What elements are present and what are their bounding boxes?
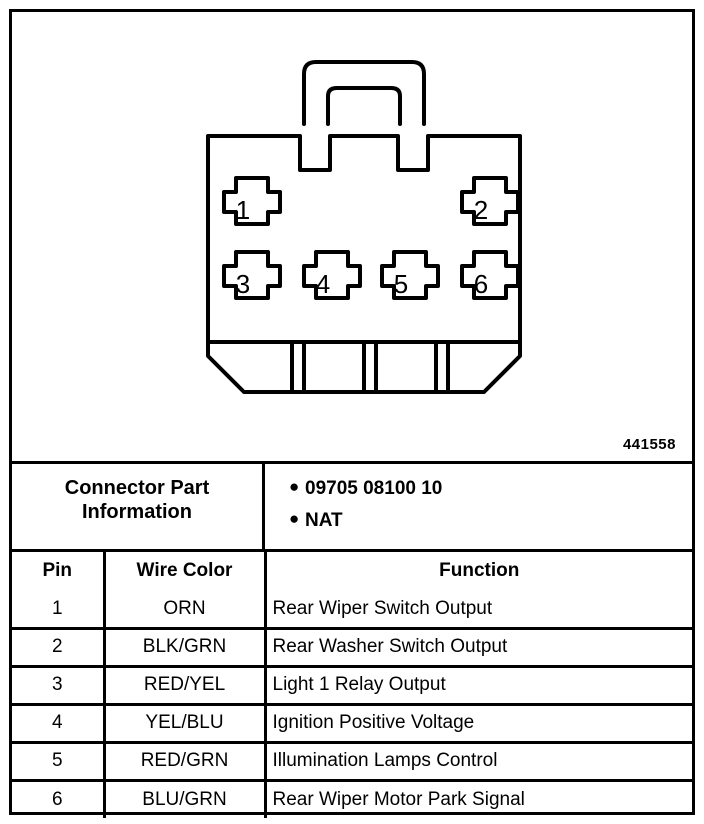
- table-row: [12, 742, 692, 780]
- connector-diagram-area: [12, 12, 692, 464]
- cell-pin: 3: [12, 666, 104, 704]
- part-number-row: [289, 476, 692, 502]
- cell-function: Illumination Lamps Control: [265, 742, 692, 780]
- bullet-icon: ●: [289, 477, 300, 496]
- pin-number-2: 2: [473, 195, 489, 225]
- part-information-values: [265, 464, 692, 549]
- pin-number-6: 6: [473, 269, 489, 299]
- table-row: [12, 704, 692, 742]
- table-row: [12, 628, 692, 666]
- table-row: [12, 780, 692, 818]
- column-header-pin: Pin: [12, 552, 104, 590]
- cell-function: Rear Wiper Switch Output: [265, 590, 692, 628]
- cell-wire-color: BLU/GRN: [104, 780, 265, 818]
- cell-pin: 2: [12, 628, 104, 666]
- cell-pin: 1: [12, 590, 104, 628]
- connector-part-information: [12, 464, 692, 552]
- connector-illustration: [12, 12, 692, 458]
- part-information-label-line1: Connector Part: [64, 477, 210, 499]
- part-number-value: 09705 08100 10: [305, 478, 443, 499]
- cell-function: Rear Washer Switch Output: [265, 628, 692, 666]
- pin-number-3: 3: [235, 269, 251, 299]
- bullet-icon: ●: [289, 508, 300, 528]
- pin-number-5: 5: [393, 269, 409, 299]
- cell-pin: 4: [12, 704, 104, 742]
- figure-frame: [9, 9, 695, 815]
- cell-pin: 6: [12, 780, 104, 818]
- cell-wire-color: BLK/GRN: [104, 628, 265, 666]
- column-header-function: Function: [439, 560, 520, 582]
- cell-wire-color: YEL/BLU: [104, 704, 265, 742]
- table-row: [12, 666, 692, 704]
- cell-function: Ignition Positive Voltage: [265, 704, 692, 742]
- pin-assignment-table: [12, 552, 692, 818]
- figure-reference-number: 441558: [622, 436, 676, 453]
- table-row: [12, 590, 692, 628]
- cell-function: Rear Wiper Motor Park Signal: [272, 789, 525, 811]
- part-information-label-line2: Information: [82, 501, 192, 524]
- cell-wire-color: RED/YEL: [104, 666, 265, 704]
- pin-number-4: 4: [315, 269, 331, 299]
- part-origin-value: NAT: [305, 509, 343, 531]
- part-information-label: [12, 464, 265, 549]
- part-origin-row: [289, 508, 692, 534]
- cell-function: Light 1 Relay Output: [265, 666, 692, 704]
- cell-pin: 5: [12, 742, 104, 780]
- cell-wire-color: RED/GRN: [104, 742, 265, 780]
- pin-number-1: 1: [235, 195, 251, 225]
- table-header-row: [12, 552, 692, 590]
- column-header-wire-color: Wire Color: [104, 552, 265, 590]
- cell-wire-color: ORN: [104, 590, 265, 628]
